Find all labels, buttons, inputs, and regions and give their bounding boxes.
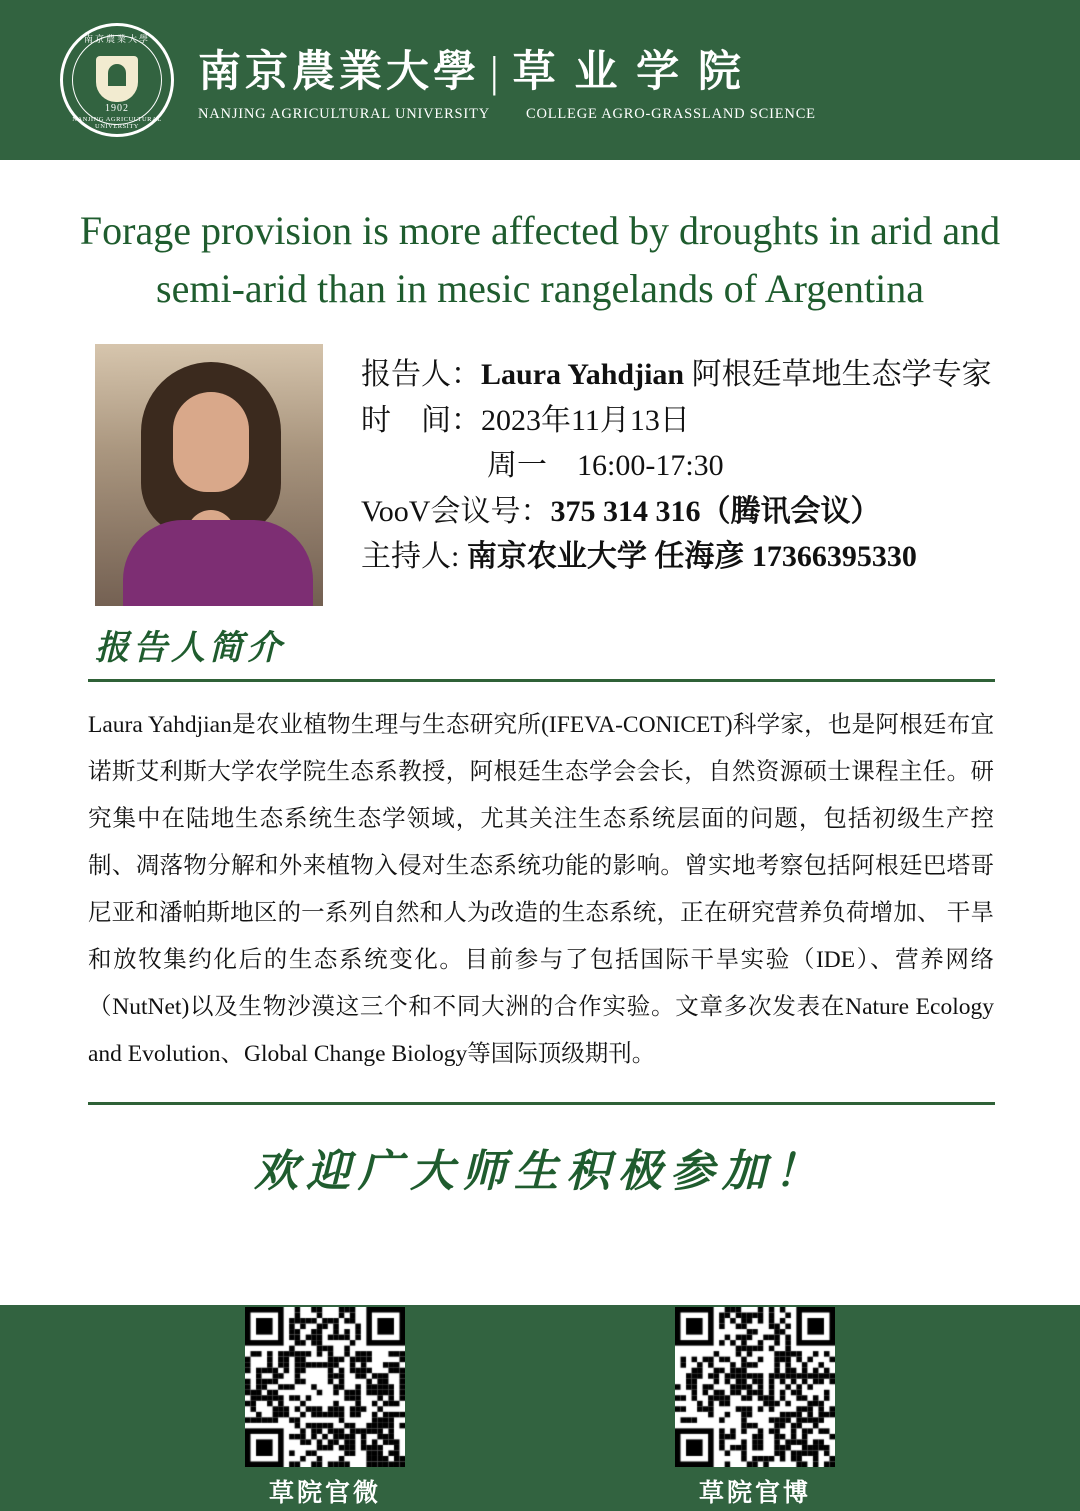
- seminar-details: [361, 344, 992, 606]
- university-name-en: NANJING AGRICULTURAL UNIVERSITY: [198, 105, 490, 122]
- meeting-label: VooV会议号：: [361, 494, 551, 528]
- seal-year: 1902: [105, 103, 129, 114]
- speaker-label: 报告人：: [361, 358, 481, 391]
- university-name-cn: 南京農業大學: [198, 48, 480, 96]
- time-row: [361, 398, 992, 444]
- time-detail-row: [361, 443, 992, 489]
- qr-code-icon[interactable]: [675, 1307, 835, 1467]
- speaker-name: Laura Yahdjian: [481, 358, 685, 391]
- seal-bottom-text: NANJING AGRICULTURAL UNIVERSITY: [72, 116, 162, 130]
- qr-caption-weibo: 草院官博: [698, 1480, 811, 1507]
- qr-code-icon[interactable]: [245, 1307, 405, 1467]
- speaker-row: [361, 352, 992, 398]
- host-label: 主持人:: [361, 540, 460, 574]
- page-footer: [0, 1305, 1080, 1511]
- host-row: [361, 534, 992, 580]
- university-seal-logo: [60, 23, 174, 137]
- page-header: [0, 0, 1080, 160]
- speaker-portrait: [95, 344, 323, 606]
- bio-heading: 报告人简介: [95, 630, 285, 667]
- host-value: 南京农业大学 任海彦 17366395330: [459, 540, 917, 574]
- time-label: 时 间：: [361, 403, 481, 437]
- bio-top-divider: [88, 679, 995, 682]
- portrait-face: [173, 392, 249, 492]
- bio-bottom-divider: [88, 1102, 995, 1105]
- header-english-line: [198, 106, 816, 123]
- qr-block-wechat: [245, 1307, 405, 1509]
- time-date: 2023年11月13日: [481, 403, 690, 437]
- page-title: Forage provision is more affected by droughts in arid and semi-arid than in mesic rangelands of Argentina: [79, 208, 1001, 311]
- college-name-cn: 草 业 学 院: [512, 48, 745, 96]
- portrait-body: [123, 520, 313, 606]
- seminar-info-row: [95, 344, 1080, 606]
- seal-shield-icon: [96, 56, 138, 102]
- welcome-message: 欢迎广大师生积极参加！: [254, 1147, 826, 1196]
- qr-block-weibo: [675, 1307, 835, 1509]
- meeting-row: [361, 489, 992, 535]
- header-text-block: [198, 38, 816, 123]
- seal-top-text: 南京農業大學: [83, 34, 150, 44]
- time-weekday-and-hours: 周一 16:00-17:30: [487, 449, 724, 483]
- meeting-number: 375 314 316（腾讯会议）: [550, 494, 881, 528]
- bio-text: Laura Yahdjian是农业植物生理与生态研究所(IFEVA-CONICET)科学家，也是阿根廷布宜诺斯艾利斯大学农学院生态系教授，阿根廷生态学会会长，自然资源硕士课程主任。研究集中在陆地生态系统生态学领域，尤其关注生态系统层面的问题，包括初级生产控制、凋落物分解和外来植物入侵对生态系统功能的影响。曾实地考察包括阿根廷巴塔哥尼亚和潘帕斯地区的一系列自然和人为改造的生态系统，正在研究营养负荷增加、 干旱和放牧集约化后的生态系统变化。目前参与了包括国际干旱实验（IDE）、营养网络（NutNet)以及生物沙漠这三个和不同大洲的合作实验。文章多次发表在Nature Ecology and Evolution、Global Change Biology等国际顶级期刊。: [88, 712, 994, 1067]
- college-name-en: COLLEGE AGRO-GRASSLAND SCIENCE: [525, 105, 816, 122]
- qr-caption-wechat: 草院官微: [268, 1480, 381, 1507]
- speaker-description: 阿根廷草地生态学专家: [684, 358, 992, 391]
- header-chinese-line: [198, 38, 816, 99]
- header-divider-cn: |: [490, 48, 503, 96]
